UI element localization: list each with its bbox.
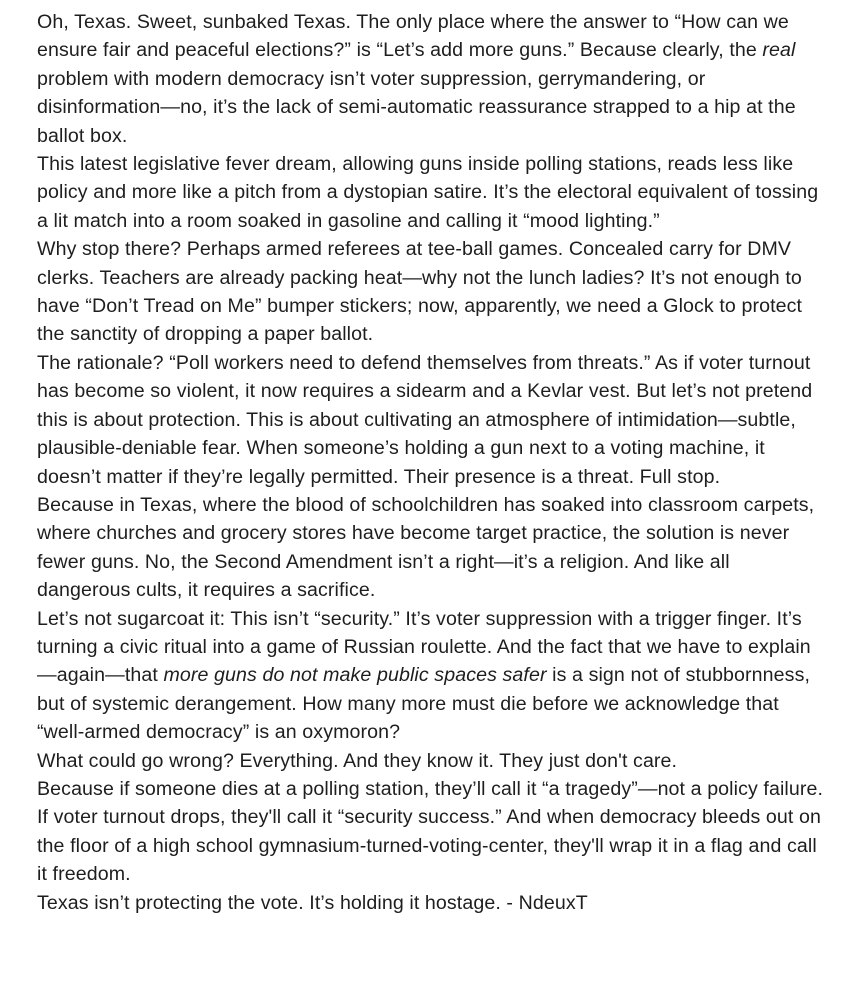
paragraph-4: The rationale? “Poll workers need to defend themselves from threats.” As if voter turnout has become so violent, it now requires a sidearm and a Kevlar vest. But let’s not pretend this is about protection. This is about cultivating an atmosphere of intimidation—subtle, plausible-deniable fear. When someone’s holding a gun next to a voting machine, it doesn’t matter if they’re legally permitted. Their presence is a threat. Full stop. [37, 351, 813, 488]
paragraph-1-part-a: Oh, Texas. Sweet, sunbaked Texas. The only place where the answer to “How can we ensure fair and peaceful elections?” is “Let’s add more guns.” Because clearly, the [37, 11, 789, 62]
paragraph-3: Why stop there? Perhaps armed referees at tee-ball games. Concealed carry for DMV clerks. Teachers are already packing heat—why not the lunch ladies? It’s not enough to have “Don’t Tread on Me” bumper stickers; now, apparently, we need a Glock to protect the sanctity of dropping a paper ballot. [37, 238, 803, 346]
paragraph-6 [37, 605, 827, 747]
paragraph-7: What could go wrong? Everything. And they know it. They just don't care. [37, 749, 678, 772]
paragraph-2: This latest legislative fever dream, allowing guns inside polling stations, reads less like policy and more like a pitch from a dystopian satire. It’s the electoral equivalent of tossing a lit match into a room soaked in gasoline and calling it “mood lighting.” [37, 153, 819, 232]
paragraph-5: Because in Texas, where the blood of schoolchildren has soaked into classroom carpets, where churches and grocery stores have become target practice, the solution is never fewer guns. No, the Second Amendment isn’t a right—it’s a religion. And like all dangerous cults, it requires a sacrifice. [37, 493, 815, 602]
paragraph-9-signoff: Texas isn’t protecting the vote. It’s holding it hostage. - NdeuxT [37, 891, 588, 914]
paragraph-6-part-b: is a sign not of stubbornness, but of systemic derangement. How many more must die before we acknowledge that “well-armed democracy” is an oxymoron? [37, 664, 811, 744]
article-body [37, 8, 827, 917]
paragraph-1 [37, 8, 827, 150]
emphasis-real: real [762, 39, 796, 62]
paragraph-6-part-a: Let’s not sugarcoat it: This isn’t “security.” It’s voter suppression with a trigger finger. It’s turning a civic ritual into a game of Russian roulette. And the fact that we have to explain—again—that [37, 607, 811, 687]
paragraph-8: Because if someone dies at a polling station, they’ll call it “a tragedy”—not a policy failure. If voter turnout drops, they'll call it “security success.” And when democracy bleeds out on the floor of a high school gymnasium-turned-voting-center, they'll wrap it in a flag and call it freedom. [37, 777, 824, 886]
paragraph-1-part-b: problem with modern democracy isn’t voter suppression, gerrymandering, or disinformation—no, it’s the lack of semi-automatic reassurance strapped to a hip at the ballot box. [37, 67, 796, 147]
emphasis-more-guns: more guns do not make public spaces safer [163, 664, 547, 687]
